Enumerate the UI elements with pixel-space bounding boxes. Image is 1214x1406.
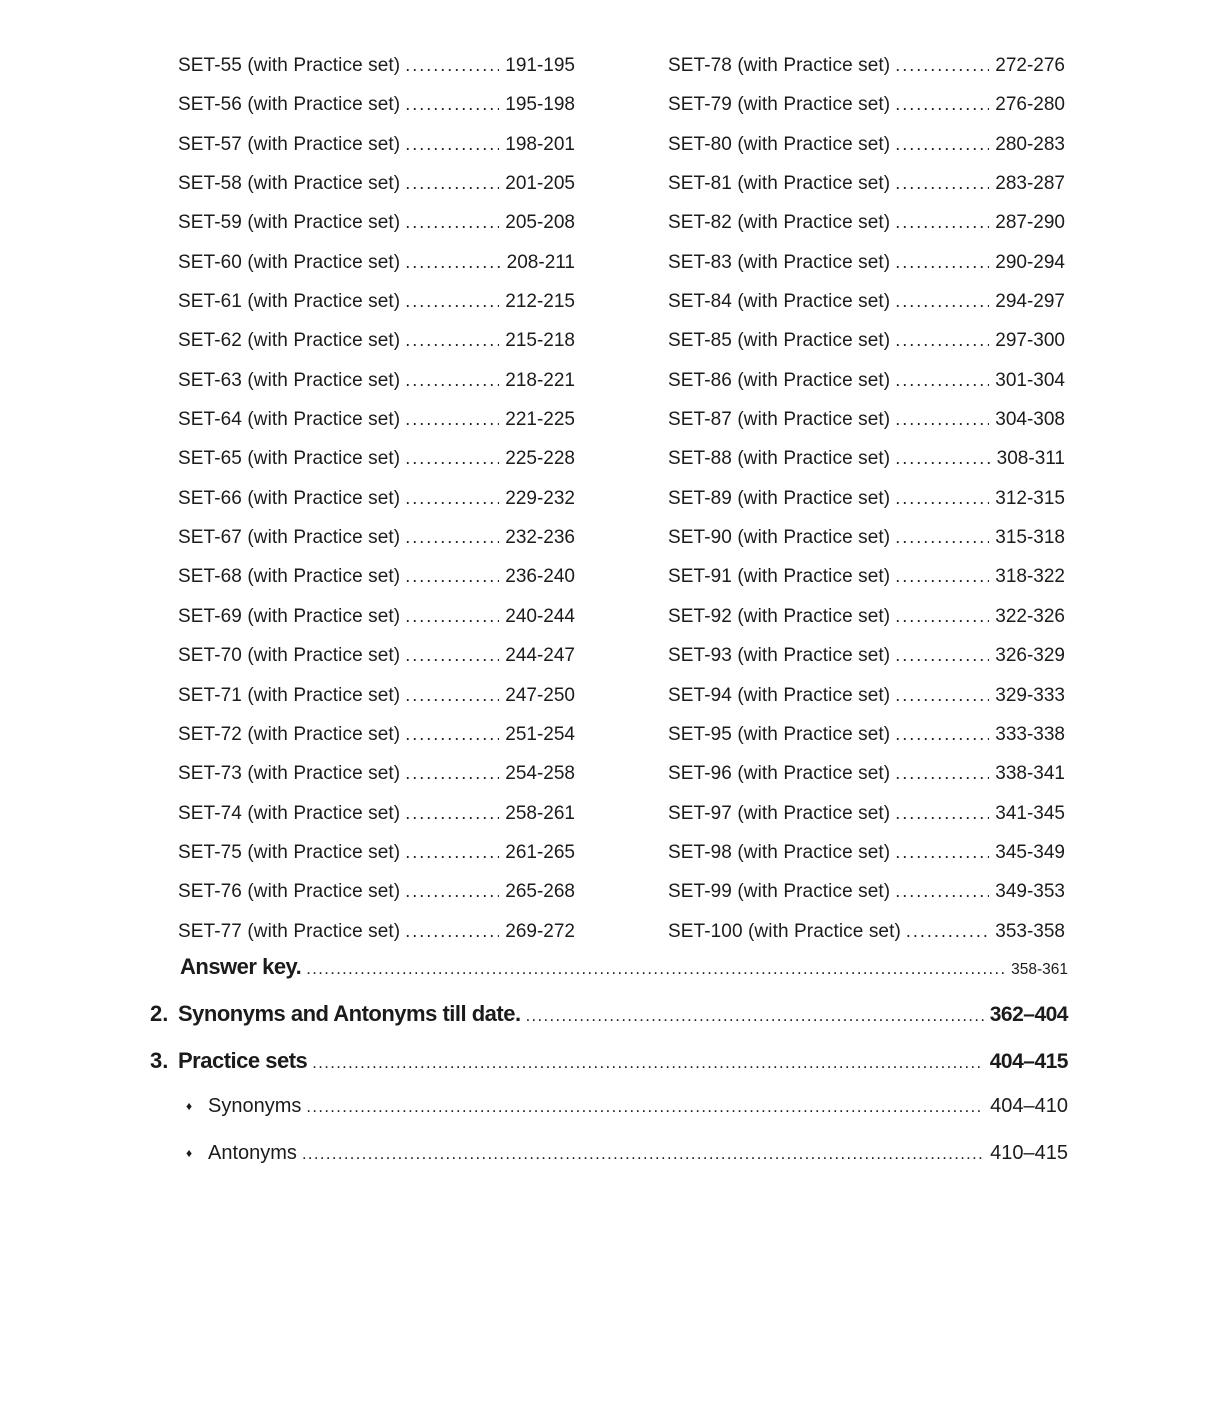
toc-entry-label: SET-84 (with Practice set)	[668, 291, 891, 313]
dot-leader	[405, 842, 499, 864]
toc-entry-label: SET-98 (with Practice set)	[668, 841, 891, 863]
toc-entry	[178, 566, 575, 605]
dot-leader	[405, 330, 499, 352]
toc-entry	[668, 291, 1065, 330]
toc-entry-label: SET-80 (with Practice set)	[668, 133, 891, 155]
page-range: 244-247	[505, 645, 575, 667]
dot-leader	[895, 842, 989, 864]
toc-entry-label: SET-75 (with Practice set)	[178, 841, 401, 863]
page-range: 358-361	[1011, 960, 1068, 978]
dot-leader	[405, 645, 499, 667]
toc-entry-label: SET-89 (with Practice set)	[668, 487, 891, 509]
toc-entry	[668, 212, 1065, 251]
toc-entry-label: SET-97 (with Practice set)	[668, 802, 891, 824]
toc-entry-label: SET-94 (with Practice set)	[668, 684, 891, 706]
page-range: 318-322	[995, 566, 1065, 588]
toc-entry-label: SET-56 (with Practice set)	[178, 94, 401, 116]
page-range: 333-338	[995, 723, 1065, 745]
toc-entry	[668, 881, 1065, 920]
toc-entry-label: SET-77 (with Practice set)	[178, 920, 401, 942]
diamond-bullet-icon: ♦	[186, 1098, 193, 1113]
toc-entry	[668, 842, 1065, 881]
dot-leader	[526, 1007, 984, 1026]
toc-entry	[178, 803, 575, 842]
toc-entry	[178, 527, 575, 566]
toc-subitem-synonyms	[150, 1095, 1068, 1142]
toc-entry	[668, 527, 1065, 566]
page-range: 322-326	[995, 605, 1065, 627]
toc-entry-label: SET-59 (with Practice set)	[178, 212, 401, 234]
dot-leader	[895, 881, 989, 903]
toc-entry-label: SET-99 (with Practice set)	[668, 881, 891, 903]
subitem-label: Synonyms	[208, 1094, 302, 1117]
dot-leader	[405, 921, 499, 943]
toc-entry	[178, 94, 575, 133]
toc-left-column	[178, 55, 575, 960]
diamond-bullet-icon: ♦	[186, 1145, 193, 1160]
dot-leader	[405, 212, 499, 234]
toc-entry-label: SET-67 (with Practice set)	[178, 527, 401, 549]
toc-entry-label: SET-64 (with Practice set)	[178, 409, 401, 431]
dot-leader	[895, 685, 989, 707]
toc-bottom-section	[150, 954, 1068, 1189]
dot-leader	[405, 803, 499, 825]
dot-leader	[405, 685, 499, 707]
page-range: 254-258	[505, 763, 575, 785]
toc-entry-label: SET-65 (with Practice set)	[178, 448, 401, 470]
toc-entry	[668, 94, 1065, 133]
dot-leader	[405, 55, 499, 77]
toc-entry-label: SET-100 (with Practice set)	[668, 920, 901, 942]
page-range: 404–415	[989, 1049, 1068, 1073]
page-range: 297-300	[995, 330, 1065, 352]
page-range: 312-315	[995, 487, 1065, 509]
toc-entry	[178, 134, 575, 173]
toc-subitem-antonyms	[150, 1142, 1068, 1189]
toc-entry	[178, 409, 575, 448]
page-range: 338-341	[995, 763, 1065, 785]
toc-entry	[668, 645, 1065, 684]
toc-entry	[668, 566, 1065, 605]
dot-leader	[405, 527, 499, 549]
page-range: 276-280	[995, 94, 1065, 116]
toc-entry-label: SET-57 (with Practice set)	[178, 133, 401, 155]
dot-leader	[895, 134, 989, 156]
toc-entry-label: SET-63 (with Practice set)	[178, 369, 401, 391]
dot-leader	[405, 881, 499, 903]
toc-entry	[668, 252, 1065, 291]
toc-entry-label: SET-93 (with Practice set)	[668, 645, 891, 667]
dot-leader	[895, 212, 989, 234]
page-range: 404–410	[990, 1094, 1068, 1117]
page-range: 265-268	[505, 881, 575, 903]
page-range: 269-272	[505, 920, 575, 942]
dot-leader	[906, 921, 989, 943]
toc-right-column	[668, 55, 1065, 960]
answer-key-label: Answer key.	[180, 953, 302, 979]
toc-entry	[178, 488, 575, 527]
toc-entry	[178, 330, 575, 369]
toc-entry-label: SET-82 (with Practice set)	[668, 212, 891, 234]
dot-leader	[405, 252, 500, 274]
page-range: 410–415	[990, 1141, 1068, 1164]
dot-leader	[405, 370, 499, 392]
toc-entry	[668, 724, 1065, 763]
toc-entry	[178, 173, 575, 212]
dot-leader	[302, 1145, 984, 1164]
dot-leader	[405, 134, 499, 156]
page-range: 232-236	[505, 527, 575, 549]
toc-entry-label: SET-90 (with Practice set)	[668, 527, 891, 549]
dot-leader	[895, 370, 989, 392]
dot-leader	[895, 645, 989, 667]
toc-entry-label: SET-55 (with Practice set)	[178, 55, 401, 76]
section-number: 2.	[150, 1000, 169, 1026]
toc-entry-label: SET-68 (with Practice set)	[178, 566, 401, 588]
toc-entry-label: SET-96 (with Practice set)	[668, 763, 891, 785]
toc-entry	[178, 724, 575, 763]
toc-entry	[178, 291, 575, 330]
dot-leader	[312, 1054, 983, 1073]
dot-leader	[895, 173, 989, 195]
page-range: 198-201	[505, 133, 575, 155]
toc-entry-label: SET-62 (with Practice set)	[178, 330, 401, 352]
subitem-label: Antonyms	[208, 1141, 297, 1164]
dot-leader	[895, 448, 990, 470]
toc-entry	[668, 488, 1065, 527]
toc-entry	[178, 881, 575, 920]
page-range: 240-244	[505, 605, 575, 627]
toc-entry-label: SET-81 (with Practice set)	[668, 173, 891, 195]
page-range: 345-349	[995, 841, 1065, 863]
page-range: 236-240	[505, 566, 575, 588]
toc-entry	[178, 252, 575, 291]
toc-entry	[668, 173, 1065, 212]
dot-leader	[405, 763, 499, 785]
toc-entry	[178, 685, 575, 724]
page-range: 205-208	[505, 212, 575, 234]
toc-entry	[668, 448, 1065, 487]
page-range: 301-304	[995, 369, 1065, 391]
dot-leader	[895, 724, 989, 746]
dot-leader	[895, 606, 989, 628]
page-range: 341-345	[995, 802, 1065, 824]
page-range: 290-294	[995, 251, 1065, 273]
dot-leader	[405, 488, 499, 510]
toc-columns	[178, 0, 1065, 960]
toc-entry	[668, 921, 1065, 960]
page-range: 349-353	[995, 881, 1065, 903]
toc-entry-label: SET-74 (with Practice set)	[178, 802, 401, 824]
toc-entry-label: SET-61 (with Practice set)	[178, 291, 401, 313]
toc-entry-label: SET-58 (with Practice set)	[178, 173, 401, 195]
toc-entry	[178, 763, 575, 802]
toc-entry	[178, 370, 575, 409]
toc-entry-answer-key	[150, 954, 1068, 1001]
dot-leader	[895, 488, 989, 510]
toc-entry-label: SET-88 (with Practice set)	[668, 448, 891, 470]
toc-section-practice-sets	[150, 1048, 1068, 1095]
toc-entry-label: SET-66 (with Practice set)	[178, 487, 401, 509]
toc-entry	[668, 803, 1065, 842]
page-range: 326-329	[995, 645, 1065, 667]
dot-leader	[895, 803, 989, 825]
page-range: 247-250	[505, 684, 575, 706]
dot-leader	[306, 1098, 984, 1117]
page-range: 225-228	[505, 448, 575, 470]
toc-entry	[178, 842, 575, 881]
toc-entry	[178, 212, 575, 251]
dot-leader	[405, 291, 499, 313]
page-range: 258-261	[505, 802, 575, 824]
section-number: 3.	[150, 1047, 169, 1073]
page-range: 229-232	[505, 487, 575, 509]
dot-leader	[895, 330, 989, 352]
dot-leader	[405, 566, 499, 588]
toc-entry-label: SET-83 (with Practice set)	[668, 251, 891, 273]
toc-section-synonyms-antonyms-till-date	[150, 1001, 1068, 1048]
dot-leader	[405, 724, 499, 746]
dot-leader	[895, 566, 989, 588]
toc-entry	[668, 330, 1065, 369]
dot-leader	[895, 291, 989, 313]
page-range: 353-358	[995, 920, 1065, 942]
toc-entry-label: SET-76 (with Practice set)	[178, 881, 401, 903]
page-range: 251-254	[505, 723, 575, 745]
page-range: 212-215	[505, 291, 575, 313]
page-range: 329-333	[995, 684, 1065, 706]
toc-entry-label: SET-95 (with Practice set)	[668, 723, 891, 745]
page-range: 201-205	[505, 173, 575, 195]
toc-entry-label: SET-71 (with Practice set)	[178, 684, 401, 706]
page-range: 308-311	[996, 448, 1065, 470]
page-range: 362–404	[989, 1002, 1068, 1026]
page-range: 195-198	[505, 94, 575, 116]
page-range: 304-308	[995, 409, 1065, 431]
dot-leader	[405, 173, 499, 195]
page-range: 191-195	[505, 55, 575, 76]
dot-leader	[895, 252, 989, 274]
toc-entry	[668, 606, 1065, 645]
toc-entry-label: SET-87 (with Practice set)	[668, 409, 891, 431]
toc-entry	[178, 606, 575, 645]
dot-leader	[405, 606, 499, 628]
toc-entry-label: SET-78 (with Practice set)	[668, 55, 891, 76]
page-range: 221-225	[505, 409, 575, 431]
toc-entry-label: SET-86 (with Practice set)	[668, 369, 891, 391]
dot-leader	[895, 94, 989, 116]
page-range: 280-283	[995, 133, 1065, 155]
page-range: 294-297	[995, 291, 1065, 313]
page-range: 218-221	[505, 369, 575, 391]
toc-entry-label: SET-73 (with Practice set)	[178, 763, 401, 785]
toc-entry	[178, 645, 575, 684]
section-label: Synonyms and Antonyms till date.	[178, 1000, 521, 1026]
toc-entry-label: SET-91 (with Practice set)	[668, 566, 891, 588]
toc-entry-label: SET-79 (with Practice set)	[668, 94, 891, 116]
dot-leader	[405, 94, 499, 116]
page-range: 208-211	[506, 251, 575, 273]
toc-entry	[668, 55, 1065, 94]
page-range: 287-290	[995, 212, 1065, 234]
page-range: 261-265	[505, 841, 575, 863]
dot-leader	[306, 960, 1005, 979]
dot-leader	[405, 448, 499, 470]
toc-entry-label: SET-60 (with Practice set)	[178, 251, 401, 273]
dot-leader	[895, 527, 989, 549]
toc-entry-label: SET-72 (with Practice set)	[178, 723, 401, 745]
toc-entry	[668, 685, 1065, 724]
dot-leader	[405, 409, 499, 431]
toc-entry-label: SET-70 (with Practice set)	[178, 645, 401, 667]
toc-entry-label: SET-69 (with Practice set)	[178, 605, 401, 627]
section-label: Practice sets	[178, 1047, 308, 1073]
toc-entry	[668, 370, 1065, 409]
toc-entry	[668, 763, 1065, 802]
toc-entry	[178, 448, 575, 487]
toc-entry-label: SET-85 (with Practice set)	[668, 330, 891, 352]
toc-entry	[668, 134, 1065, 173]
dot-leader	[895, 55, 989, 77]
toc-entry-label: SET-92 (with Practice set)	[668, 605, 891, 627]
toc-entry	[668, 409, 1065, 448]
page-range: 315-318	[995, 527, 1065, 549]
page-range: 215-218	[505, 330, 575, 352]
dot-leader	[895, 763, 989, 785]
page-range: 272-276	[995, 55, 1065, 76]
dot-leader	[895, 409, 989, 431]
page-range: 283-287	[995, 173, 1065, 195]
toc-entry	[178, 55, 575, 94]
